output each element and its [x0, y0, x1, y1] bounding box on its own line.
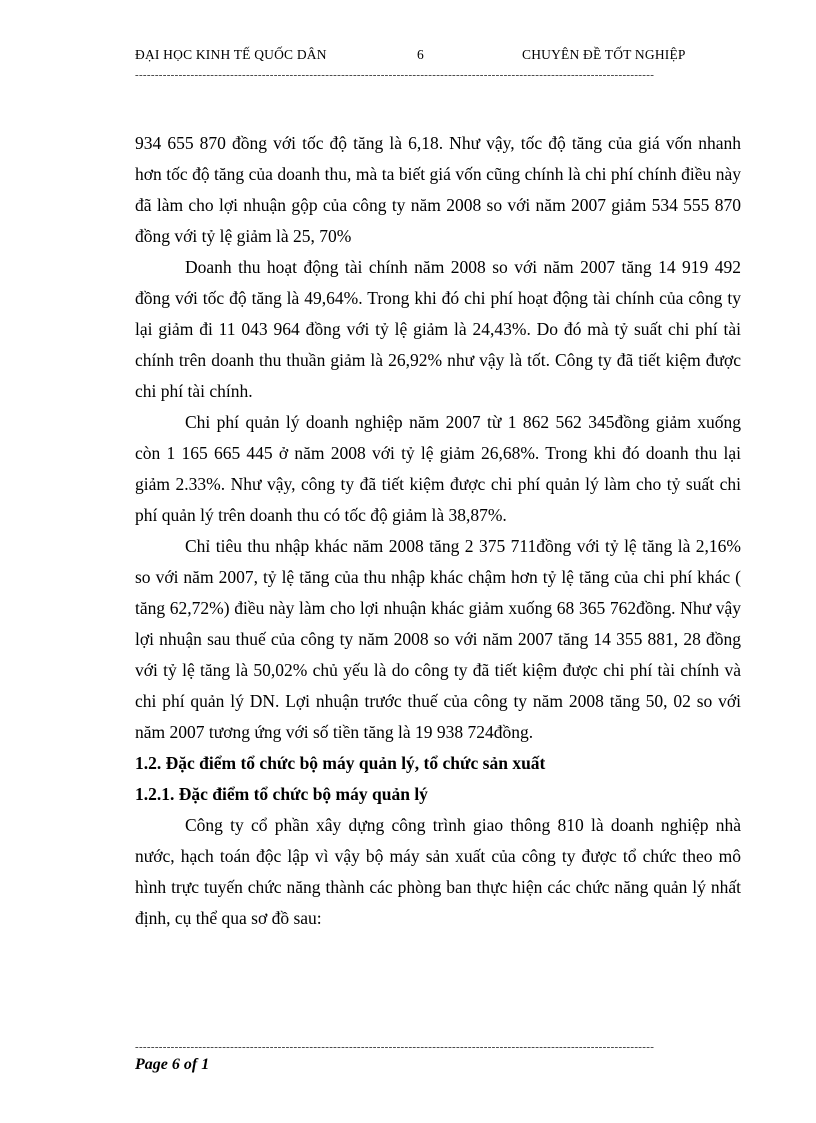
page-footer: Page 6 of 1 [135, 1056, 210, 1073]
footer-separator: ----------------------------------------------------------------------------------------------------------------------------------- [135, 1042, 655, 1052]
header-separator: ----------------------------------------------------------------------------------------------------------------------------------- [135, 70, 655, 80]
page-header [135, 47, 735, 67]
paragraph-financial-revenue: Doanh thu hoạt động tài chính năm 2008 so với năm 2007 tăng 14 919 492 đồng với tốc độ tăng là 49,64%. Trong khi đó chi phí hoạt động tài chính của công ty lại giảm đi 11 043 964 đồng với tỷ lệ giảm là 24,43%. Do đó mà tỷ suất chi phí tài chính trên doanh thu thuần giảm là 26,92% như vậy là tốt. Công ty đã tiết kiệm được chi phí tài chính. [135, 257, 741, 401]
paragraph-other-income: Chỉ tiêu thu nhập khác năm 2008 tăng 2 375 711đồng với tỷ lệ tăng là 2,16% so với năm 2007, tỷ lệ tăng của thu nhập khác chậm hơn tỷ lệ tăng của chi phí khác ( tăng 62,72%) điều này làm cho lợi nhuận khác giảm xuống 68 365 762đồng. Như vậy lợi nhuận sau thuế của công ty năm 2008 so với năm 2007 tăng 14 355 881, 28 đồng với tỷ lệ tăng là 50,02% chủ yếu là do công ty đã tiết kiệm được chi phí tài chính và chi phí quản lý DN. Lợi nhuận trước thuế của công ty năm 2008 tăng 50, 02 so với năm 2007 tương ứng với số tiền tăng là 19 938 724đồng. [135, 536, 741, 742]
section-heading-1-2-1: 1.2.1. Đặc điểm tổ chức bộ máy quản lý [135, 784, 428, 804]
section-heading-1-2: 1.2. Đặc điểm tổ chức bộ máy quản lý, tổ chức sản xuất [135, 753, 546, 773]
paragraph-cost-of-goods: 934 655 870 đồng với tốc độ tăng là 6,18. Như vậy, tốc độ tăng của giá vốn nhanh hơn tốc độ tăng của doanh thu, mà ta biết giá vốn cũng chính là chi phí chính điều này đã làm cho lợi nhuận gộp của công ty năm 2008 so với năm 2007 giảm 534 555 870 đồng với tỷ lệ giảm là 25, 70% [135, 133, 741, 246]
paragraph-admin-expenses: Chi phí quản lý doanh nghiệp năm 2007 từ 1 862 562 345đồng giảm xuống còn 1 165 665 445 ở năm 2008 với tỷ lệ giảm 26,68%. Trong khi đó doanh thu lại giảm 2.33%. Như vậy, công ty đã tiết kiệm được chi phí quản lý làm cho tỷ suất chi phí quản lý trên doanh thu có tốc độ giảm là 38,87%. [135, 412, 741, 525]
document-body [135, 128, 741, 934]
paragraph-org-structure: Công ty cổ phần xây dựng công trình giao thông 810 là doanh nghiệp nhà nước, hạch toán độc lập vì vậy bộ máy sản xuất của công ty được tổ chức theo mô hình trực tuyến chức năng thành các phòng ban thực hiện các chức năng quản lý nhất định, cụ thể qua sơ đồ sau: [135, 815, 741, 928]
header-university: ĐẠI HỌC KINH TẾ QUỐC DÂN [135, 47, 327, 62]
header-thesis-title: CHUYÊN ĐỀ TỐT NGHIỆP [522, 47, 686, 62]
header-page-number: 6 [417, 47, 424, 62]
